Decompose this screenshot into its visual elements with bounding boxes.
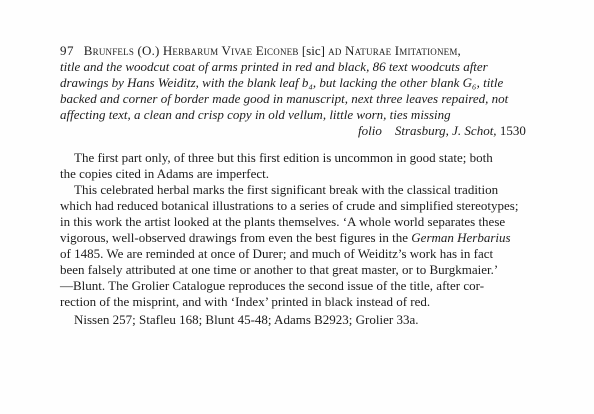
german-herbarius: German Herbarius — [411, 230, 511, 245]
description-line: backed and corner of border made good in manuscript, next three leaves repaired, not — [60, 91, 509, 106]
note-line: vigorous, well-observed drawings from even the best figures in the German Herbarius — [60, 230, 511, 245]
note-line: in this work the artist looked at the plants themselves. ‘A whole world separates these — [60, 214, 506, 229]
imprint — [358, 123, 526, 139]
note-line: the copies cited in Adams are imperfect. — [60, 166, 270, 181]
description-line: drawings by Hans Weiditz, with the blank leaf b₄, but lacking the other blank G₆, title — [60, 75, 504, 90]
title-part-1: Herbarum Vivae Eiconeb — [162, 43, 299, 58]
sic-note: [sic] — [301, 43, 325, 58]
title-part-2: ad Naturae Imitationem, — [328, 43, 462, 58]
year: 1530 — [499, 123, 526, 138]
note-line: The first part only, of three but this first edition is uncommon in good state; both — [74, 150, 493, 165]
place-printer: Strasburg, J. Schot, — [394, 123, 497, 138]
lot-number: 97 — [60, 43, 74, 58]
author: Brunfels (O.) — [83, 43, 160, 58]
note-line: rection of the misprint, and with ‘Index’ printed in black instead of red. — [60, 294, 431, 309]
references: Nissen 257; Stafleu 168; Blunt 45-48; Adams B2923; Grolier 33a. — [74, 312, 419, 327]
format: folio — [358, 123, 382, 138]
description-line: affecting text, a clean and crisp copy in old vellum, little worn, ties missing — [60, 107, 451, 122]
note-line: of 1485. We are reminded at once of Durer; and much of Weiditz’s work has in fact — [60, 246, 494, 261]
entry-heading — [60, 43, 461, 59]
note-line: This celebrated herbal marks the first significant break with the classical tradition — [74, 182, 499, 197]
note-line: been falsely attributed at one time or another to that great master, or to Burgkmaier.’ — [60, 262, 499, 277]
description-line: title and the woodcut coat of arms printed in red and black, 86 text woodcuts after — [60, 59, 488, 74]
note-line: —Blunt. The Grolier Catalogue reproduces the second issue of the title, after cor- — [60, 278, 485, 293]
note-line: which had reduced botanical illustrations to a series of crude and simplified stereotypes; — [60, 198, 519, 213]
